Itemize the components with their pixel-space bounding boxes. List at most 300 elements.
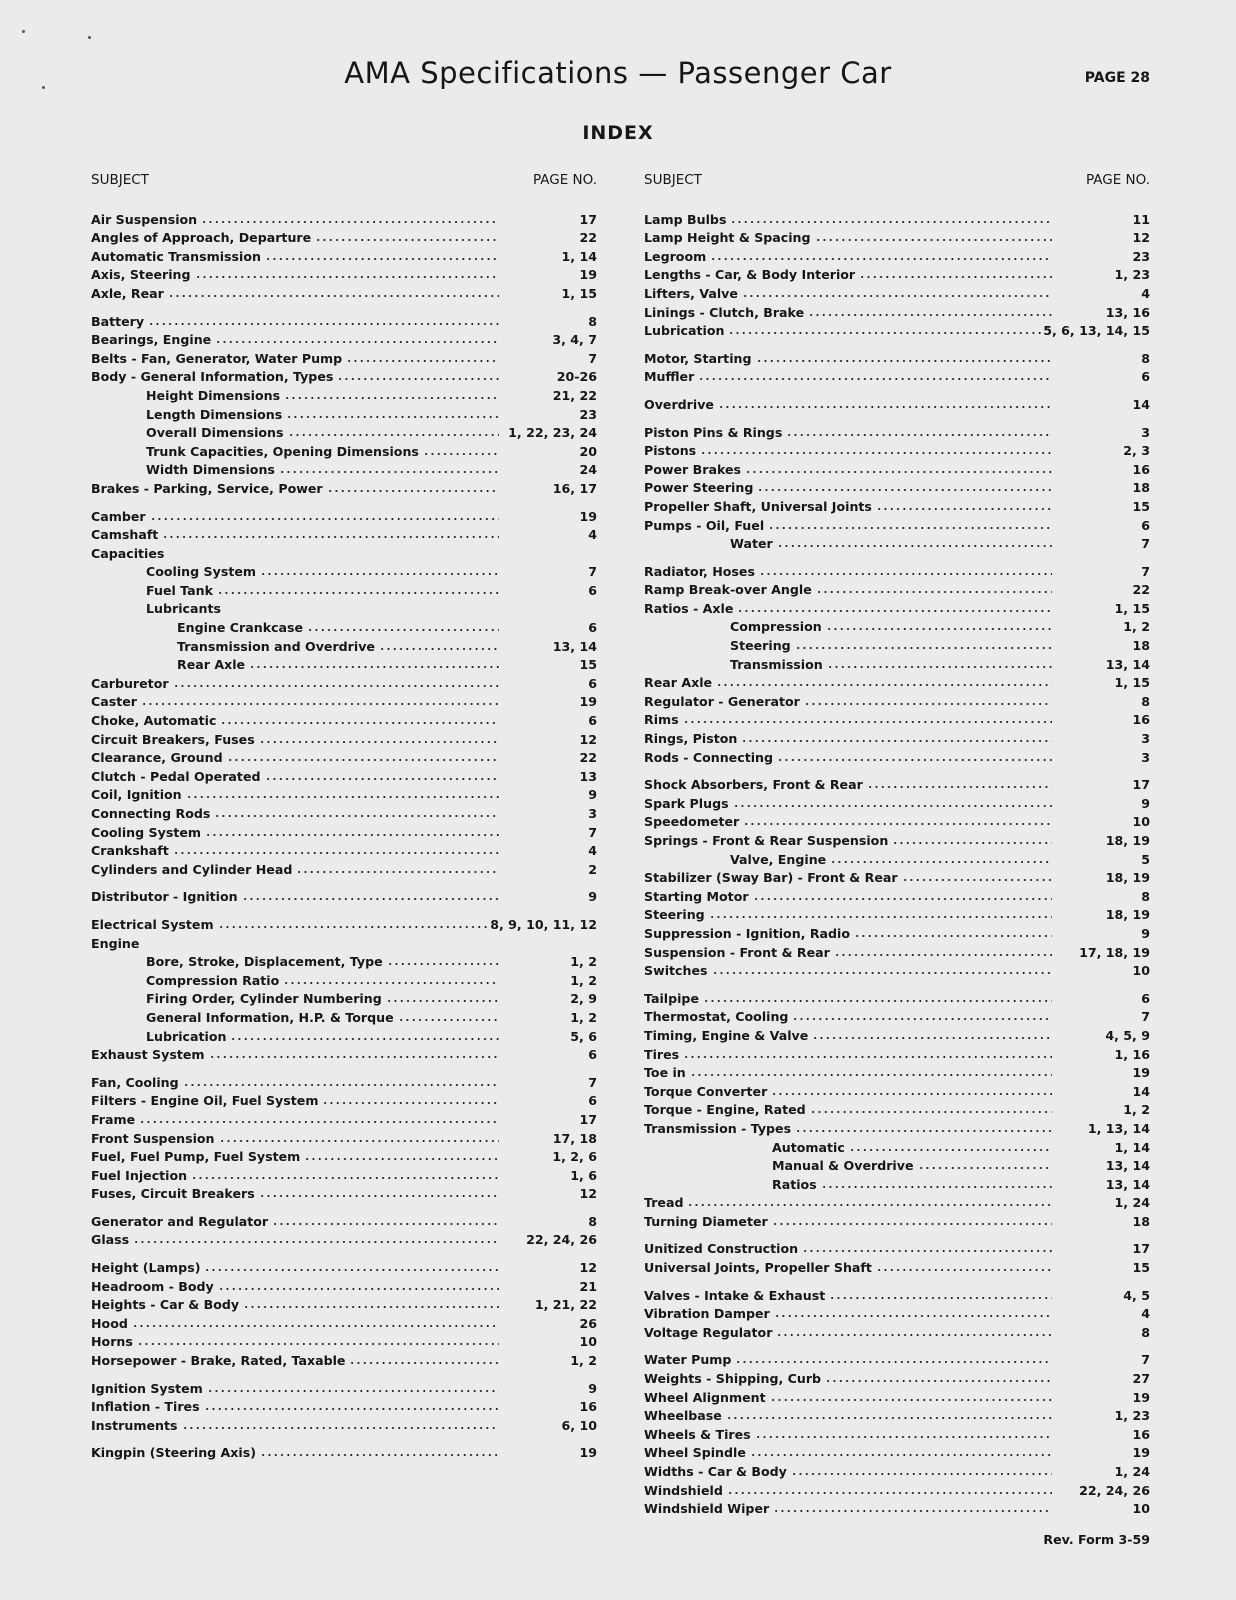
- entry-subject: Transmission: [730, 656, 823, 672]
- index-entry: [644, 1099, 1150, 1118]
- dot-leader: [423, 446, 499, 456]
- index-entry: [644, 746, 1150, 765]
- index-entry: [91, 579, 597, 598]
- entry-subject: Suspension - Front & Rear: [644, 944, 830, 960]
- page-no-header: PAGE NO.: [532, 172, 597, 188]
- column-header: [644, 172, 1150, 192]
- entry-subject: Capacities: [91, 545, 165, 561]
- index-entry: [644, 1024, 1150, 1043]
- entry-subject: Rods - Connecting: [644, 749, 774, 765]
- dot-leader: [219, 1133, 499, 1143]
- index-entry: [644, 829, 1150, 848]
- dot-leader: [709, 909, 1052, 919]
- index-entry: [91, 988, 597, 1007]
- entry-page-number: 1, 2: [1123, 619, 1150, 635]
- index-entry: [91, 1414, 597, 1433]
- entry-subject: Stabilizer (Sway Bar) - Front & Rear: [644, 870, 898, 886]
- entry-page-number: 15: [1132, 498, 1150, 514]
- entry-page-number: 13, 14: [1105, 1158, 1150, 1174]
- entry-subject: Width Dimensions: [146, 462, 275, 478]
- entry-subject: Lifters, Valve: [644, 285, 738, 301]
- dot-leader: [322, 1095, 499, 1105]
- entry-subject: Filters - Engine Oil, Fuel System: [91, 1093, 319, 1109]
- dot-leader: [770, 1392, 1052, 1402]
- entry-subject: Length Dimensions: [146, 406, 283, 422]
- index-entry: [644, 672, 1150, 691]
- dot-leader: [260, 1447, 499, 1457]
- index-entry: [644, 1136, 1150, 1155]
- entry-page-number: 1, 21, 22: [534, 1297, 597, 1313]
- dot-leader: [217, 585, 499, 595]
- dot-leader: [776, 1327, 1052, 1337]
- entry-page-number: 17, 18: [552, 1130, 597, 1146]
- index-entry: [91, 840, 597, 859]
- entry-page-number: 3, 4, 7: [552, 332, 597, 348]
- index-entry: [644, 904, 1150, 923]
- dot-leader: [337, 371, 499, 381]
- entry-page-number: 22, 24, 26: [526, 1232, 597, 1248]
- index-entry: [644, 1192, 1150, 1211]
- index-entry: [91, 1349, 597, 1368]
- entry-page-number: 6: [1141, 369, 1150, 385]
- entry-subject: Vibration Damper: [644, 1306, 770, 1322]
- index-entry: [644, 514, 1150, 533]
- entry-page-number: 1, 14: [561, 248, 597, 264]
- entry-subject: Hood: [91, 1315, 128, 1331]
- column-header: [91, 172, 597, 192]
- dot-leader: [772, 1216, 1052, 1226]
- index-entry: [644, 922, 1150, 941]
- entry-subject: Air Suspension: [91, 211, 198, 227]
- entry-page-number: 3: [1141, 424, 1150, 440]
- entry-subject: Crankshaft: [91, 843, 169, 859]
- entry-page-number: 6: [1141, 517, 1150, 533]
- entry-subject: Circuit Breakers, Fuses: [91, 731, 255, 747]
- dot-leader: [741, 733, 1052, 743]
- entry-subject: Coil, Ignition: [91, 787, 182, 803]
- dot-leader: [777, 752, 1052, 762]
- index-entry: [644, 533, 1150, 552]
- entry-page-number: 10: [1132, 1501, 1150, 1517]
- entry-subject: Height (Lamps): [91, 1260, 201, 1276]
- index-entry: [91, 524, 597, 543]
- dot-leader: [183, 1077, 499, 1087]
- index-entry: [91, 1377, 597, 1396]
- dot-leader: [386, 993, 499, 1003]
- dot-leader: [296, 864, 499, 874]
- dot-leader: [387, 956, 499, 966]
- entry-subject: Motor, Starting: [644, 350, 752, 366]
- index-entry: [644, 1460, 1150, 1479]
- dot-leader: [698, 371, 1052, 381]
- entry-page-number: 3: [1141, 731, 1150, 747]
- dot-leader: [214, 808, 499, 818]
- entry-page-number: 9: [1141, 795, 1150, 811]
- index-entry: [91, 1331, 597, 1350]
- index-entry: [644, 1256, 1150, 1275]
- index-entry: [644, 579, 1150, 598]
- dot-leader: [859, 269, 1052, 279]
- entry-subject: Lubrication: [146, 1028, 227, 1044]
- entry-subject: Connecting Rods: [91, 806, 211, 821]
- dot-leader: [728, 325, 1043, 335]
- entry-subject: Exhaust System: [91, 1047, 205, 1063]
- index-entry: [91, 932, 597, 951]
- dot-leader: [802, 1243, 1052, 1253]
- entry-subject: Windshield: [644, 1482, 723, 1498]
- entry-subject: Instruments: [91, 1417, 178, 1433]
- entry-subject: Clearance, Ground: [91, 750, 223, 766]
- entry-subject: Shock Absorbers, Front & Rear: [644, 777, 863, 793]
- entry-page-number: 6: [588, 675, 597, 691]
- dot-leader: [687, 1197, 1052, 1207]
- entry-page-number: 7: [1141, 536, 1150, 552]
- entry-subject: Universal Joints, Propeller Shaft: [644, 1260, 872, 1276]
- index-entry: [644, 301, 1150, 320]
- dot-leader: [690, 1067, 1052, 1077]
- index-entry: [91, 459, 597, 478]
- index-entry: [644, 653, 1150, 672]
- dot-leader: [700, 445, 1052, 455]
- entry-page-number: 11: [1132, 211, 1150, 227]
- index-entry: [91, 1164, 597, 1183]
- dot-leader: [683, 1049, 1052, 1059]
- entry-page-number: 7: [588, 564, 597, 580]
- entry-page-number: 7: [1141, 563, 1150, 579]
- page-title: AMA Specifications — Passenger Car: [344, 56, 892, 90]
- index-entry: [91, 784, 597, 803]
- dot-leader: [242, 891, 499, 901]
- index-entry: [91, 1071, 597, 1090]
- entry-page-number: 1, 15: [1114, 675, 1150, 691]
- index-entry: [644, 709, 1150, 728]
- entry-subject: Weights - Shipping, Curb: [644, 1371, 822, 1387]
- entry-subject: Ignition System: [91, 1380, 203, 1396]
- dot-leader: [205, 827, 499, 837]
- entry-page-number: 9: [588, 1380, 597, 1396]
- index-entry: [644, 264, 1150, 283]
- dot-leader: [759, 566, 1052, 576]
- entry-subject: Wheel Spindle: [644, 1445, 746, 1461]
- index-entry: [91, 440, 597, 459]
- entry-subject: Wheelbase: [644, 1408, 722, 1424]
- entry-subject: Cooling System: [146, 564, 257, 580]
- entry-subject: Automatic: [772, 1139, 845, 1155]
- dot-leader: [195, 269, 499, 279]
- entry-subject: Rear Axle: [644, 675, 713, 691]
- entry-subject: Piston Pins & Rings: [644, 424, 783, 440]
- index-entry: [644, 727, 1150, 746]
- entry-subject: Height Dimensions: [146, 387, 281, 403]
- index-entry: [644, 1367, 1150, 1386]
- dot-leader: [742, 288, 1052, 298]
- index-entry: [91, 347, 597, 366]
- index-entry: [644, 1303, 1150, 1322]
- dot-leader: [777, 538, 1052, 548]
- entry-subject: Fuel, Fuel Pump, Fuel System: [91, 1149, 301, 1165]
- entry-page-number: 1, 2: [570, 1009, 597, 1025]
- index-entry: [644, 792, 1150, 811]
- index-entry: [644, 690, 1150, 709]
- index-entry: [644, 440, 1150, 459]
- index-entry: [91, 913, 597, 932]
- dot-leader: [215, 334, 499, 344]
- entry-subject: Linings - Clutch, Brake: [644, 304, 805, 320]
- index-entry: [644, 227, 1150, 246]
- dot-leader: [727, 1485, 1052, 1495]
- dot-leader: [168, 288, 499, 298]
- entry-subject: Bore, Stroke, Displacement, Type: [146, 954, 383, 970]
- entry-subject: Ratios - Axle: [644, 600, 734, 616]
- entry-page-number: 19: [1132, 1065, 1150, 1081]
- entry-subject: Compression: [730, 619, 822, 635]
- dot-leader: [816, 584, 1052, 594]
- entry-page-number: 5, 6: [570, 1028, 597, 1044]
- dot-leader: [133, 1234, 499, 1244]
- dot-leader: [260, 566, 499, 576]
- page-no-header: PAGE NO.: [1085, 172, 1150, 188]
- entry-page-number: 17, 18, 19: [1079, 944, 1150, 960]
- entry-page-number: 18, 19: [1105, 907, 1150, 923]
- index-entry: [91, 505, 597, 524]
- entry-subject: Turning Diameter: [644, 1213, 768, 1229]
- entry-subject: Pistons: [644, 443, 697, 459]
- dot-leader: [279, 464, 499, 474]
- entry-subject: Heights - Car & Body: [91, 1297, 240, 1313]
- entry-subject: Switches: [644, 963, 708, 979]
- entry-page-number: 8, 9, 10, 11, 12: [490, 916, 597, 932]
- dot-leader: [209, 1049, 499, 1059]
- dot-leader: [207, 1383, 499, 1393]
- index-entry: [644, 634, 1150, 653]
- index-entry: [644, 393, 1150, 412]
- dot-leader: [755, 1429, 1052, 1439]
- index-entry: [644, 597, 1150, 616]
- dot-leader: [795, 640, 1052, 650]
- entry-page-number: 7: [1141, 1352, 1150, 1368]
- dot-leader: [773, 1503, 1052, 1513]
- dot-leader: [768, 520, 1052, 530]
- index-entry: [91, 329, 597, 348]
- dot-leader: [774, 1308, 1052, 1318]
- entry-subject: Torque Converter: [644, 1083, 768, 1099]
- entry-page-number: 12: [579, 1186, 597, 1202]
- dot-leader: [735, 1354, 1052, 1364]
- dot-leader: [753, 891, 1052, 901]
- dot-leader: [792, 1011, 1052, 1021]
- index-entry: [644, 366, 1150, 385]
- entry-subject: Windshield Wiper: [644, 1501, 770, 1517]
- entry-subject: Transmission and Overdrive: [177, 638, 375, 654]
- entry-subject: Electrical System: [91, 916, 214, 932]
- dot-leader: [703, 993, 1052, 1003]
- dot-leader: [876, 1262, 1052, 1272]
- entry-page-number: 14: [1132, 396, 1150, 412]
- index-entry: [91, 1275, 597, 1294]
- entry-subject: Fuses, Circuit Breakers: [91, 1186, 255, 1202]
- entry-subject: Fan, Cooling: [91, 1074, 179, 1090]
- index-entry: [91, 1127, 597, 1146]
- dot-leader: [304, 1151, 499, 1161]
- entry-subject: Headroom - Body: [91, 1278, 214, 1294]
- dot-leader: [834, 947, 1052, 957]
- entry-subject: Carburetor: [91, 675, 169, 691]
- entry-page-number: 8: [588, 1213, 597, 1229]
- entry-page-number: 2, 3: [1123, 443, 1150, 459]
- entry-subject: Voltage Regulator: [644, 1324, 773, 1340]
- entry-page-number: 8: [588, 313, 597, 329]
- entry-subject: Choke, Automatic: [91, 713, 217, 729]
- entry-subject: Kingpin (Steering Axis): [91, 1445, 256, 1461]
- index-entry: [644, 1386, 1150, 1405]
- dot-leader: [710, 251, 1052, 261]
- index-entry: [644, 1238, 1150, 1257]
- index-entry: [91, 821, 597, 840]
- dot-leader: [283, 975, 499, 985]
- entry-subject: Power Steering: [644, 480, 754, 496]
- entry-page-number: 6: [588, 713, 597, 729]
- dot-leader: [218, 1281, 499, 1291]
- form-revision: Rev. Form 3-59: [1043, 1532, 1150, 1547]
- dot-leader: [272, 1216, 499, 1226]
- dot-leader: [892, 835, 1052, 845]
- dot-leader: [867, 779, 1052, 789]
- index-entry: [91, 1442, 597, 1461]
- entry-page-number: 1, 2: [570, 972, 597, 988]
- dot-leader: [726, 1410, 1052, 1420]
- index-entry: [91, 886, 597, 905]
- entry-page-number: 18: [1132, 1213, 1150, 1229]
- entry-subject: Trunk Capacities, Opening Dimensions: [146, 443, 419, 459]
- entry-page-number: 3: [588, 806, 597, 821]
- entry-subject: General Information, H.P. & Torque: [146, 1009, 394, 1025]
- dot-leader: [757, 482, 1052, 492]
- entry-page-number: 22: [579, 750, 597, 766]
- entry-page-number: 7: [588, 824, 597, 840]
- entry-page-number: 16: [579, 1399, 597, 1415]
- entry-page-number: 1, 16: [1114, 1046, 1150, 1062]
- index-entry: [644, 1498, 1150, 1517]
- dot-leader: [284, 390, 499, 400]
- index-entry: [91, 208, 597, 227]
- dot-leader: [286, 409, 499, 419]
- index-entry: [644, 885, 1150, 904]
- entry-page-number: 17: [579, 211, 597, 227]
- index-entry: [91, 245, 597, 264]
- entry-page-number: 1, 24: [1114, 1464, 1150, 1479]
- index-entry: [91, 1146, 597, 1165]
- entry-page-number: 1, 6: [570, 1167, 597, 1183]
- index-entry: [91, 951, 597, 970]
- index-entry: [644, 774, 1150, 793]
- index-entry: [644, 1423, 1150, 1442]
- page-number: PAGE 28: [1084, 70, 1150, 86]
- dot-leader: [750, 1447, 1052, 1457]
- entry-subject: Torque - Engine, Rated: [644, 1102, 806, 1118]
- entry-page-number: 19: [579, 694, 597, 710]
- entry-subject: Body - General Information, Types: [91, 369, 334, 385]
- entry-page-number: 14: [1132, 1083, 1150, 1099]
- entry-page-number: 1, 13, 14: [1087, 1120, 1150, 1136]
- index-entry: [91, 227, 597, 246]
- index-entry: [644, 1062, 1150, 1081]
- index-entry: [91, 422, 597, 441]
- entry-subject: Suppression - Ignition, Radio: [644, 925, 851, 941]
- dot-leader: [771, 1086, 1052, 1096]
- entry-page-number: 9: [588, 787, 597, 803]
- entry-page-number: 17: [1132, 1241, 1150, 1257]
- index-entry: [91, 1006, 597, 1025]
- index-entry: [91, 542, 597, 561]
- entry-subject: Camshaft: [91, 527, 159, 543]
- entry-page-number: 2, 9: [570, 991, 597, 1007]
- entry-subject: Power Brakes: [644, 461, 742, 477]
- index-entry: [91, 282, 597, 301]
- entry-subject: Rings, Piston: [644, 731, 738, 747]
- dot-leader: [786, 427, 1052, 437]
- entry-subject: Frame: [91, 1111, 136, 1127]
- entry-subject: Angles of Approach, Departure: [91, 230, 312, 246]
- entry-page-number: 3: [1141, 749, 1150, 765]
- entry-subject: Compression Ratio: [146, 972, 280, 988]
- index-entry: [91, 1312, 597, 1331]
- entry-subject: Distributor - Ignition: [91, 889, 238, 905]
- dot-leader: [795, 1123, 1052, 1133]
- dot-leader: [812, 1030, 1052, 1040]
- dot-leader: [730, 214, 1052, 224]
- entry-page-number: 2: [588, 861, 597, 877]
- entry-page-number: 18: [1132, 480, 1150, 496]
- index-entry: [91, 598, 597, 617]
- dot-leader: [346, 353, 499, 363]
- index-entry: [91, 969, 597, 988]
- index-entry: [644, 1080, 1150, 1099]
- dot-leader: [150, 511, 499, 521]
- entry-page-number: 6: [588, 620, 597, 636]
- index-entry-list: [91, 208, 597, 1460]
- index-entry: [644, 458, 1150, 477]
- entry-subject: Widths - Car & Body: [644, 1464, 787, 1479]
- dot-leader: [162, 529, 499, 539]
- entry-subject: Wheel Alignment: [644, 1389, 766, 1405]
- entry-page-number: 1, 15: [561, 285, 597, 301]
- index-entry: [91, 1229, 597, 1248]
- index-entry: [644, 941, 1150, 960]
- entry-subject: Pumps - Oil, Fuel: [644, 517, 765, 533]
- entry-subject: Timing, Engine & Valve: [644, 1027, 809, 1043]
- entry-page-number: 10: [1132, 814, 1150, 830]
- entry-subject: Glass: [91, 1232, 130, 1248]
- index-entry: [91, 1044, 597, 1063]
- entry-subject: Wheels & Tires: [644, 1426, 751, 1442]
- entry-page-number: 6: [588, 582, 597, 598]
- dot-leader: [249, 659, 499, 669]
- entry-page-number: 19: [579, 1445, 597, 1461]
- entry-subject: Water Pump: [644, 1352, 732, 1368]
- dot-leader: [743, 816, 1052, 826]
- dot-leader: [327, 483, 499, 493]
- index-entry: [91, 561, 597, 580]
- dot-leader: [218, 919, 491, 929]
- dot-leader: [139, 1114, 499, 1124]
- entry-page-number: 1, 14: [1114, 1139, 1150, 1155]
- entry-subject: Belts - Fan, Generator, Water Pump: [91, 350, 343, 366]
- index-entry: [91, 765, 597, 784]
- entry-page-number: 24: [579, 462, 597, 478]
- entry-subject: Springs - Front & Rear Suspension: [644, 833, 889, 848]
- dot-leader: [243, 1299, 499, 1309]
- entry-page-number: 22, 24, 26: [1079, 1482, 1150, 1498]
